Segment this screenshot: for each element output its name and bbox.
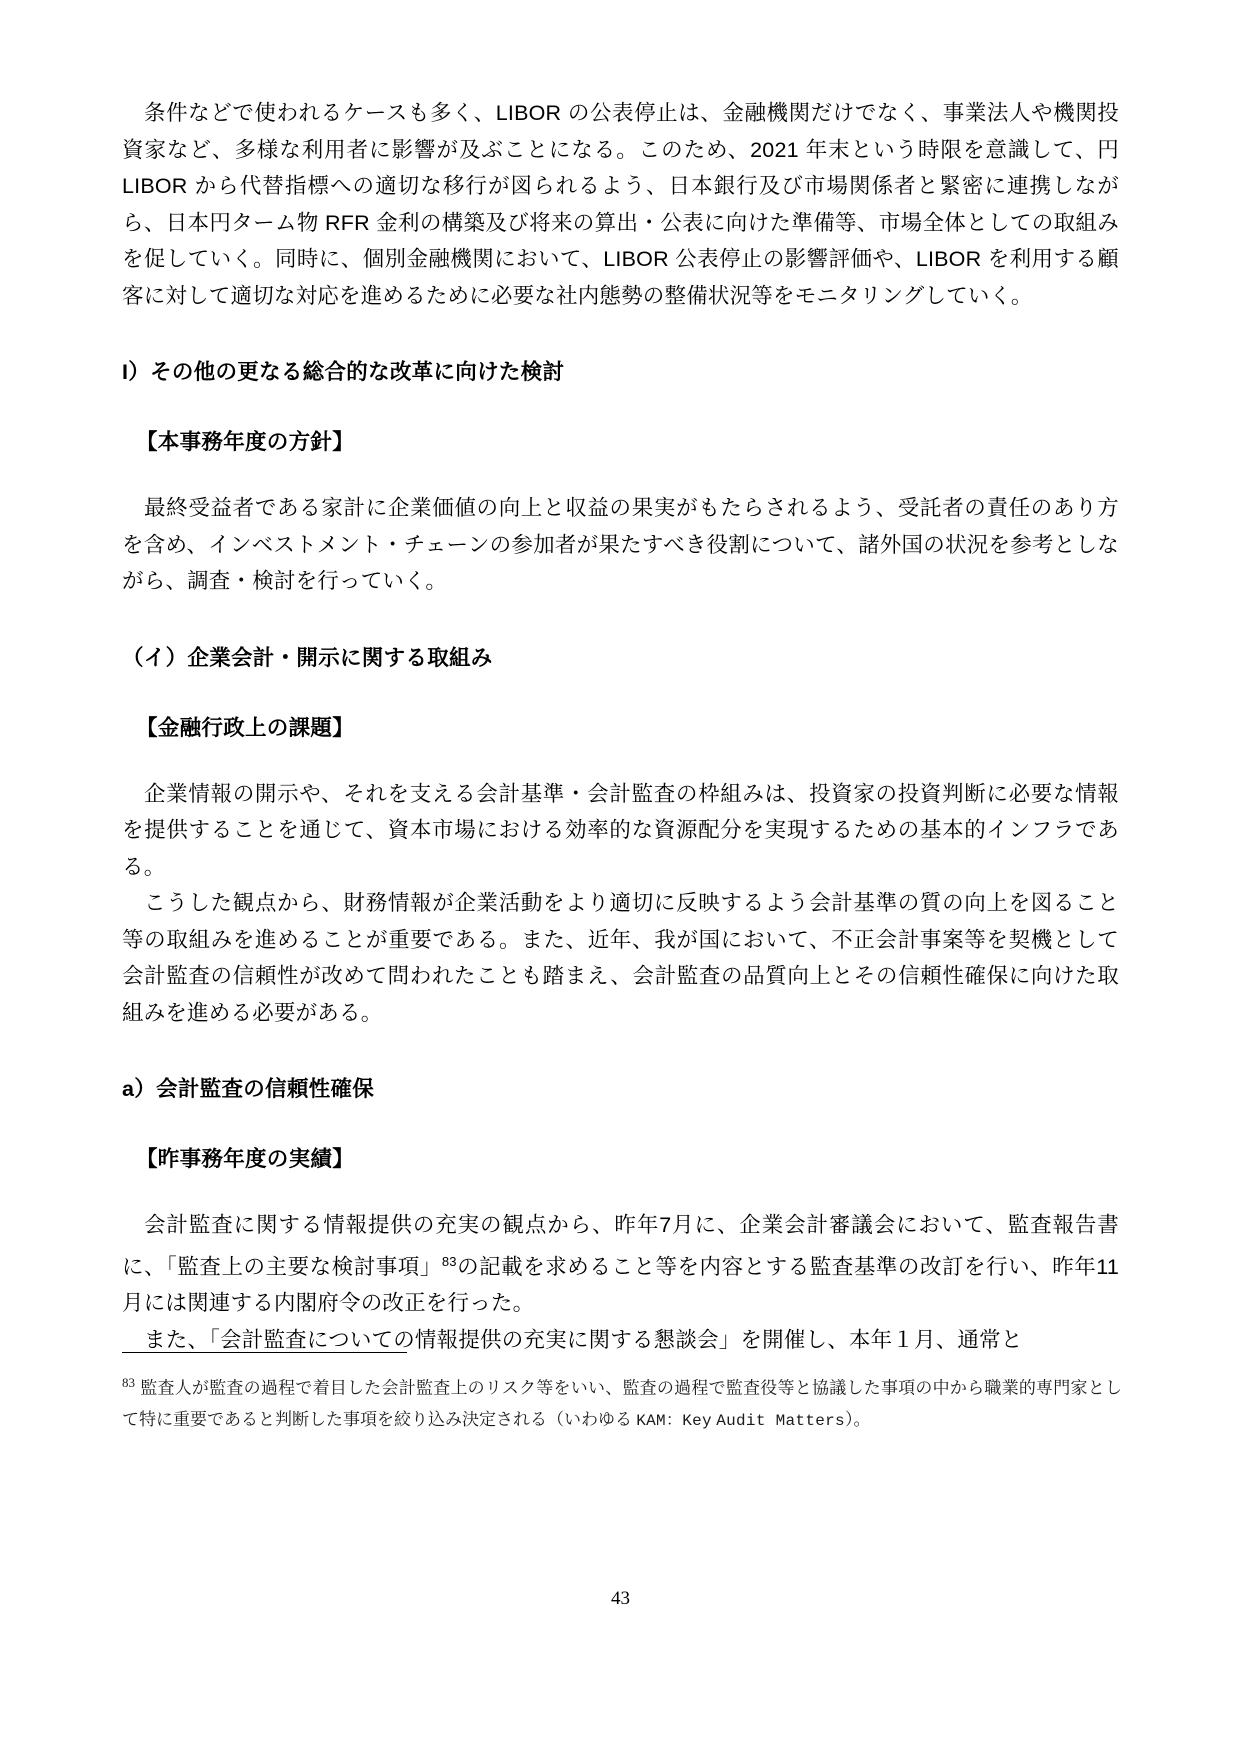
paragraph-audit-standard-revision-part1: 会計監査に関する情報提供の充実の観点から、昨年7月に、企業会計審議会において、監査報告書に、「監査上の主要な検討事項」 <box>122 1213 1119 1279</box>
spacer <box>122 746 1119 776</box>
heading-last-fiscal-year-results: 【昨事務年度の実績】 <box>136 1147 355 1171</box>
footnote-line2: の中から職業的専門家として特に重要であると判断した事項を絞り込み決定される（いわゆる <box>122 1378 1122 1429</box>
footnote-kam-term-continued: Audit Matters <box>716 1411 845 1430</box>
paragraph-roundtable: また、「会計監査についての情報提供の充実に関する懇談会」を開催し、本年１月、通常と <box>144 1327 1023 1352</box>
heading-financial-administration-issues: 【金融行政上の課題】 <box>136 715 355 740</box>
spacer <box>122 314 1119 354</box>
heading-audit-reliability: a）会計監査の信頼性確保 <box>122 1077 375 1101</box>
paragraph-audit-standard-revision-part2: の記載を求めること等を内容とする監査基準の改訂を行い、昨年11月には関連する内閣府令の改正を行った。 <box>122 1254 1119 1316</box>
footnote-kam-term: KAM：Key <box>636 1411 712 1430</box>
spacer <box>122 676 1119 710</box>
spacer <box>122 600 1119 640</box>
footnote-reference-83: 83 <box>441 1253 457 1269</box>
spacer <box>122 460 1119 490</box>
footnote-area <box>122 1352 1122 1437</box>
footnote-83 <box>122 1367 1122 1437</box>
paragraph-libor-transition: 条件などで使われるケースも多く、LIBOR の公表停止は、金融機関だけでなく、事業法人や機関投資家など、多様な利用者に影響が及ぶことになる。このため、2021 年末という時限を意識して、円 LIBOR から代替指標への適切な移行が図られるよう、日本銀行及び市場関係者と緊密に連携しながら、日本円ターム物 RFR 金利の構築及び将来の算出・公表に向けた準備等、市場全体としての取組みを促していく。同時に、個別金融機関において、LIBOR 公表停止の影響評価や、LIBOR を利用する顧客に対して適切な対応を進めるために必要な社内態勢の整備状況等をモニタリングしていく。 <box>122 101 1119 308</box>
footnote-number: 83 <box>122 1375 135 1390</box>
page-number: 43 <box>611 1588 630 1609</box>
footnote-line1: 監査人が監査の過程で着目した会計監査上のリスク等をいい、監査の過程で監査役等と協議した事項 <box>140 1378 916 1398</box>
heading-other-comprehensive-reform: I）その他の更なる総合的な改革に向けた検討 <box>122 360 565 384</box>
footnote-separator <box>122 1352 407 1353</box>
heading-corporate-accounting-disclosure: （イ）企業会計・開示に関する取組み <box>122 645 493 670</box>
footnote-line3-end: ）。 <box>844 1409 871 1429</box>
spacer <box>122 1031 1119 1071</box>
paragraph-investment-chain: 最終受益者である家計に企業価値の向上と収益の果実がもたらされるよう、受託者の責任のあり方を含め、インベストメント・チェーンの参加者が果たすべき役割について、諸外国の状況を参考としながら、調査・検討を行っていく。 <box>122 496 1119 593</box>
paragraph-audit-standard-revision <box>122 1207 1119 1322</box>
spacer <box>122 390 1119 424</box>
spacer <box>122 1177 1119 1207</box>
heading-policy-this-fiscal-year: 【本事務年度の方針】 <box>136 430 355 454</box>
paragraph-audit-quality: こうした観点から、財務情報が企業活動をより適切に反映するよう会計基準の質の向上を図ること等の取組みを進めることが重要である。また、近年、我が国において、不正会計事案等を契機として会計監査の信頼性が改めて問われたことも踏まえ、会計監査の品質向上とその信頼性確保に向けた取組みを進める必要がある。 <box>122 891 1119 1025</box>
paragraph-disclosure-infrastructure: 企業情報の開示や、それを支える会計基準・会計監査の枠組みは、投資家の投資判断に必要な情報を提供することを通じて、資本市場における効率的な資源配分を実現するための基本的インフラである。 <box>122 781 1119 879</box>
spacer <box>122 1107 1119 1141</box>
